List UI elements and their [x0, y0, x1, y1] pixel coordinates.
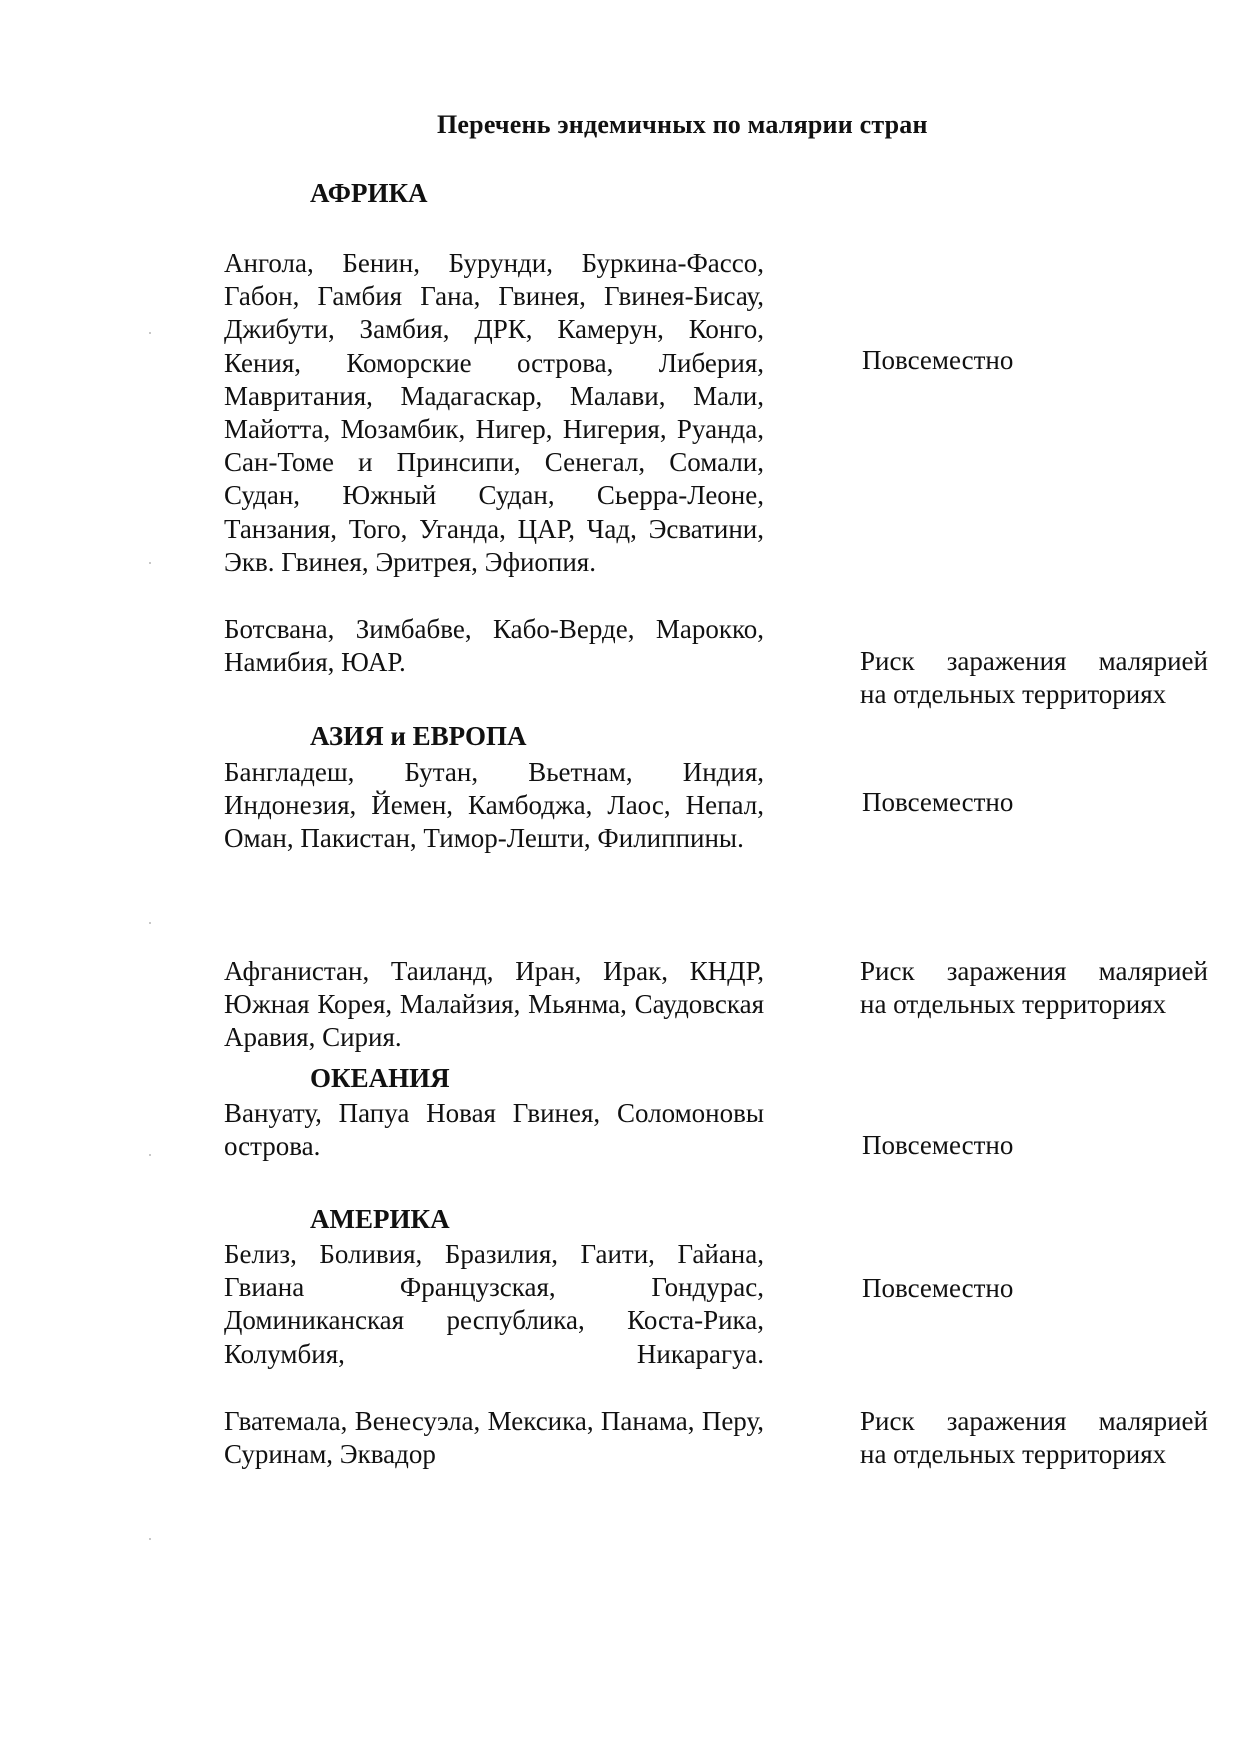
risk-label-asia-partial — [860, 955, 1208, 1021]
region-heading-africa: АФРИКА — [310, 178, 428, 208]
risk-line-1: Риск заражения малярией — [860, 956, 1208, 986]
risk-label-america-endemic: Повсеместно — [862, 1273, 1014, 1303]
risk-line-1: Риск заражения малярией — [860, 646, 1208, 676]
country-list-america-endemic: Белиз, Боливия, Бразилия, Гаити, Гайана, Гвиана Французская, Гондурас, Доминиканская республика, Коста-Рика, Колумбия, Никарагуа. — [224, 1239, 764, 1369]
risk-label-africa-endemic: Повсеместно — [862, 345, 1014, 375]
region-heading-asia-europe: АЗИЯ и ЕВРОПА — [310, 721, 527, 751]
country-list-asia-partial: Афганистан, Таиланд, Иран, Ирак, КНДР, Южная Корея, Малайзия, Мьянма, Саудовская Аравия, Сирия. — [224, 956, 764, 1053]
scan-mark — [149, 562, 151, 564]
risk-line-2: на отдельных территориях — [860, 989, 1167, 1020]
risk-line-2: на отдельных территориях — [860, 679, 1167, 710]
risk-label-asia-endemic: Повсеместно — [862, 787, 1014, 817]
risk-label-america-partial — [860, 1405, 1208, 1471]
country-list-africa-partial: Ботсвана, Зимбабве, Кабо-Верде, Марокко, Намибия, ЮАР. — [224, 614, 764, 678]
country-list-asia-endemic: Бангладеш, Бутан, Вьетнам, Индия, Индонезия, Йемен, Камбоджа, Лаос, Непал, Оман, Пакистан, Тимор-Лешти, Филиппины. — [224, 757, 764, 854]
scan-mark — [149, 922, 151, 924]
scan-mark — [149, 1154, 151, 1156]
risk-label-oceania-endemic: Повсеместно — [862, 1130, 1014, 1160]
scan-mark — [149, 1538, 151, 1540]
country-list-america-partial: Гватемала, Венесуэла, Мексика, Панама, Перу, Суринам, Эквадор — [224, 1406, 764, 1470]
country-list-africa-endemic: Ангола, Бенин, Бурунди, Буркина-Фассо, Габон, Гамбия Гана, Гвинея, Гвинея-Бисау, Джибути, Замбия, ДРК, Камерун, Конго, Кения, Коморские острова, Либерия, Мавритания, Мадагаскар, Малави, Мали, Майотта, Мозамбик, Нигер, Нигерия, Руанда, Сан-Томе и Принсипи, Сенегал, Сомали, Судан, Южный Судан, Сьерра-Леоне, Танзания, Того, Уганда, ЦАР, Чад, Эсватини, Экв. Гвинея, Эритрея, Эфиопия. — [224, 248, 764, 577]
risk-label-africa-partial — [860, 645, 1208, 711]
country-list-oceania-endemic: Вануату, Папуа Новая Гвинея, Соломоновы острова. — [224, 1098, 764, 1162]
scan-mark — [149, 332, 151, 334]
region-heading-america: АМЕРИКА — [310, 1204, 450, 1234]
risk-line-1: Риск заражения малярией — [860, 1406, 1208, 1436]
risk-line-2: на отдельных территориях — [860, 1439, 1167, 1470]
region-heading-oceania: ОКЕАНИЯ — [310, 1063, 450, 1093]
document-title: Перечень эндемичных по малярии стран — [437, 110, 928, 139]
